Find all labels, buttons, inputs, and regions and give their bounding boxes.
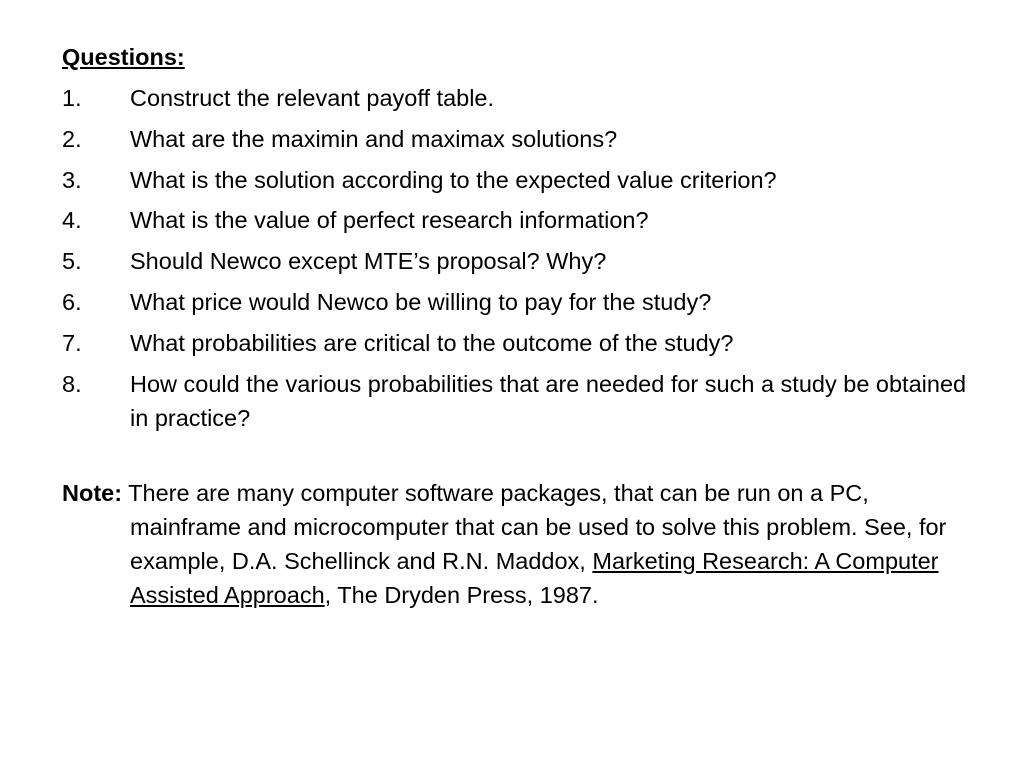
question-text: What are the maximin and maximax solutions?	[130, 125, 618, 152]
list-item	[62, 81, 982, 115]
question-number: 2.	[62, 125, 82, 152]
list-item	[62, 367, 982, 435]
slide-content	[62, 40, 982, 612]
question-number: 5.	[62, 248, 82, 275]
question-number: 6.	[62, 288, 82, 315]
question-text: What is the solution according to the expected value criterion?	[130, 166, 777, 193]
note-text-end: , The Dryden Press, 1987.	[324, 581, 599, 608]
list-item	[62, 326, 982, 360]
question-text: What probabilities are critical to the outcome of the study?	[130, 329, 734, 356]
question-text: How could the various probabilities that are needed for such a study be obtained in practice?	[130, 370, 967, 431]
note-text: There are many computer software packages, that can be run on a PC, mainframe and microcomputer that can be used to solve this problem. See, for example, D.A. Schellinck and R.N. Maddox,	[122, 479, 947, 574]
note-paragraph	[62, 476, 982, 612]
question-number: 7.	[62, 329, 82, 356]
questions-heading: Questions:	[62, 44, 185, 70]
book-title: Marketing Research: A Computer Assisted Approach	[130, 547, 939, 608]
list-item	[62, 285, 982, 319]
note-label: Note:	[62, 479, 123, 506]
list-item	[62, 244, 982, 278]
question-number: 8.	[62, 370, 82, 397]
question-text: What is the value of perfect research information?	[130, 207, 649, 234]
question-text: Construct the relevant payoff table.	[130, 85, 495, 111]
list-item	[62, 122, 982, 156]
question-number: 1.	[62, 85, 82, 111]
question-text: Should Newco except MTE’s proposal? Why?	[130, 248, 607, 275]
question-number: 4.	[62, 207, 82, 234]
questions-list	[62, 81, 982, 435]
question-number: 3.	[62, 166, 82, 193]
question-text: What price would Newco be willing to pay for the study?	[130, 288, 712, 315]
list-item	[62, 163, 982, 197]
list-item	[62, 203, 982, 237]
